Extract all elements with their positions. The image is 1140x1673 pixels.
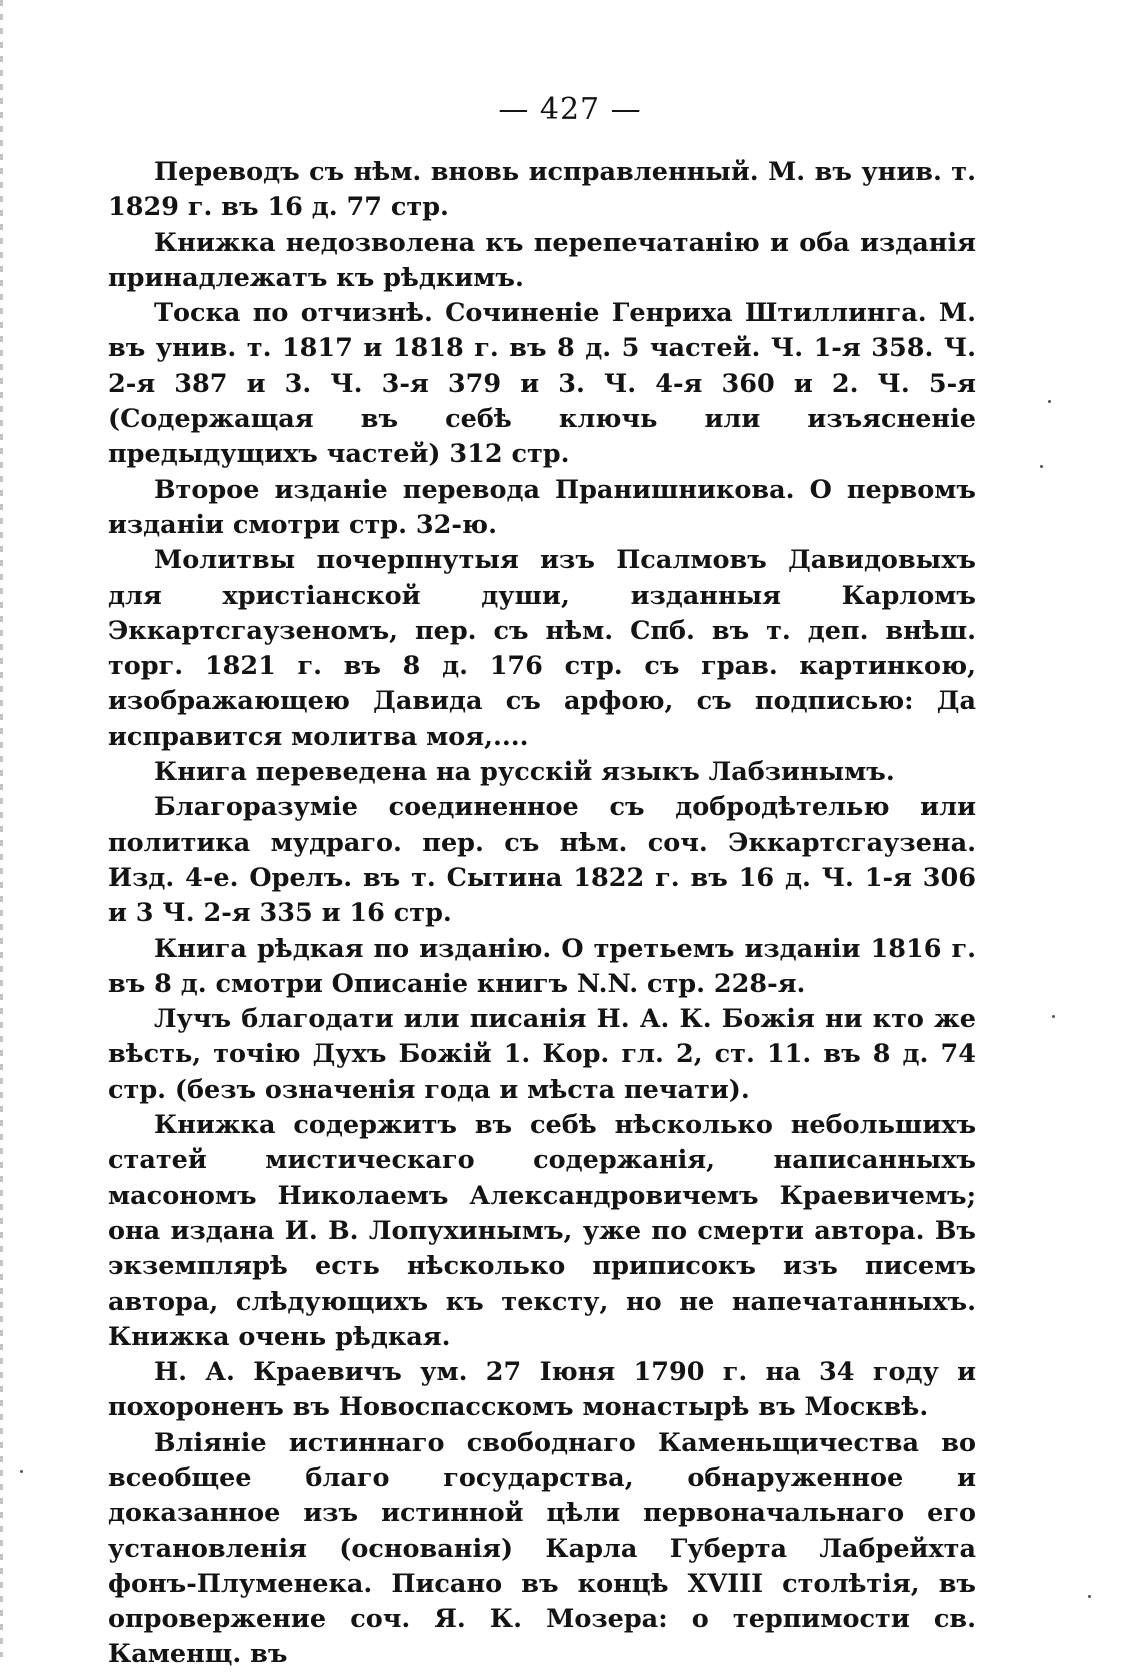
page-number: — 427 — (498, 92, 642, 127)
bibliography-entry (108, 296, 976, 472)
entry-text: по отчизнѣ. Сочиненіе Генриха Штиллинга. М. въ унив. т. 1817 и 1818 г. въ 8 д. 5 частей. Ч. 1-я 358. Ч. 2-я 387 и 3. Ч. 3-я 379 и 3. Ч. 4-я 360 и 2. Ч. 5-я (Содержащая въ себѣ ключь или изъясненіе предыдущихъ частей) 312 стр. (108, 298, 976, 470)
scan-speck (1040, 465, 1043, 468)
entry-lead-word: Благоразуміе (154, 792, 358, 823)
bibliography-entry (108, 543, 976, 755)
entry-lead-word: Тоска (154, 298, 241, 329)
note-paragraph: Книга рѣдкая по изданію. О третьемъ изданіи 1816 г. въ 8 д. смотри Описаніе книгъ N.N. стр. 228-я. (108, 933, 976, 999)
scan-left-edge (0, 0, 3, 1657)
note-paragraph: Книга переведена на русскій языкъ Лабзинымъ. (154, 757, 895, 788)
note-paragraph: Книжка недозволена къ перепечатанію и оба изданія принадлежатъ къ рѣдкимъ. (108, 227, 976, 293)
note-paragraph: Н. А. Краевичъ ум. 27 Іюня 1790 г. на 34 году и похороненъ въ Новоспасскомъ монастырѣ въ Москвѣ. (108, 1357, 976, 1423)
entry-lead-word: Вліяніе (154, 1427, 267, 1458)
note-paragraph: Книжка содержитъ въ себѣ нѣсколько небольшихъ статей мистическаго содержанія, написанныхъ масономъ Николаемъ Александровичемъ Краевичемъ; она издана И. В. Лопухинымъ, уже по смерти автора. Въ экземплярѣ есть нѣсколько приписокъ изъ писемъ автора, слѣдующихъ къ тексту, но не напечатанныхъ. Книжка очень рѣдкая. (108, 1110, 976, 1352)
bibliography-entry (108, 1426, 976, 1673)
scan-speck (1052, 1015, 1055, 1018)
bibliography-entry (108, 790, 976, 931)
entry-text: благодати или писанія Н. А. К. Божія ни кто же вѣсть, точію Духъ Божій 1. Кор. гл. 2, ст. 11. въ 8 д. 74 стр. (безъ означенія года и мѣста печати). (108, 1004, 976, 1105)
bibliography-entry (108, 1002, 976, 1108)
entry-text: почерпнутыя изъ Псалмовъ Давидовыхъ для христіанской души, изданныя Карломъ Эккартсгаузеномъ, пер. съ нѣм. Спб. въ т. деп. внѣш. торг. 1821 г. въ 8 д. 176 стр. съ грав. картинкою, изображающею Давида съ арфою, съ подписью: Да исправится молитва моя,.... (108, 545, 976, 752)
page-body (108, 155, 976, 1673)
entry-lead-word: Лучъ (154, 1004, 232, 1035)
note-paragraph: Второе изданіе перевода Пранишникова. О первомъ изданіи смотри стр. 32-ю. (108, 474, 976, 540)
entry-text: истиннаго свободнаго Каменьщичества во всеобщее благо государства, обнаруженное и доказанное изъ истинной цѣли первоначальнаго его установленія (основанія) Карла Губерта Лабрейхта фонъ-Плуменека. Писано въ концѣ XVIII столѣтія, въ опровержение соч. Я. К. Мозера: о терпимости св. Каменщ. въ (108, 1427, 976, 1670)
entry-text: соединенное съ добродѣтелью или политика мудраго. пер. съ нѣм. соч. Эккартсгаузена. Изд. 4-е. Орелъ. въ т. Сытина 1822 г. въ 16 д. Ч. 1-я 306 и 3 Ч. 2-я 335 и 16 стр. (108, 792, 976, 929)
entry-lead-word: Молитвы (154, 545, 296, 576)
scan-speck (1088, 1595, 1091, 1598)
scan-speck (20, 1470, 23, 1473)
note-paragraph: Переводъ съ нѣм. вновь исправленный. М. въ унив. т. 1829 г. въ 16 д. 77 стр. (108, 157, 976, 223)
scan-speck (1048, 400, 1051, 403)
